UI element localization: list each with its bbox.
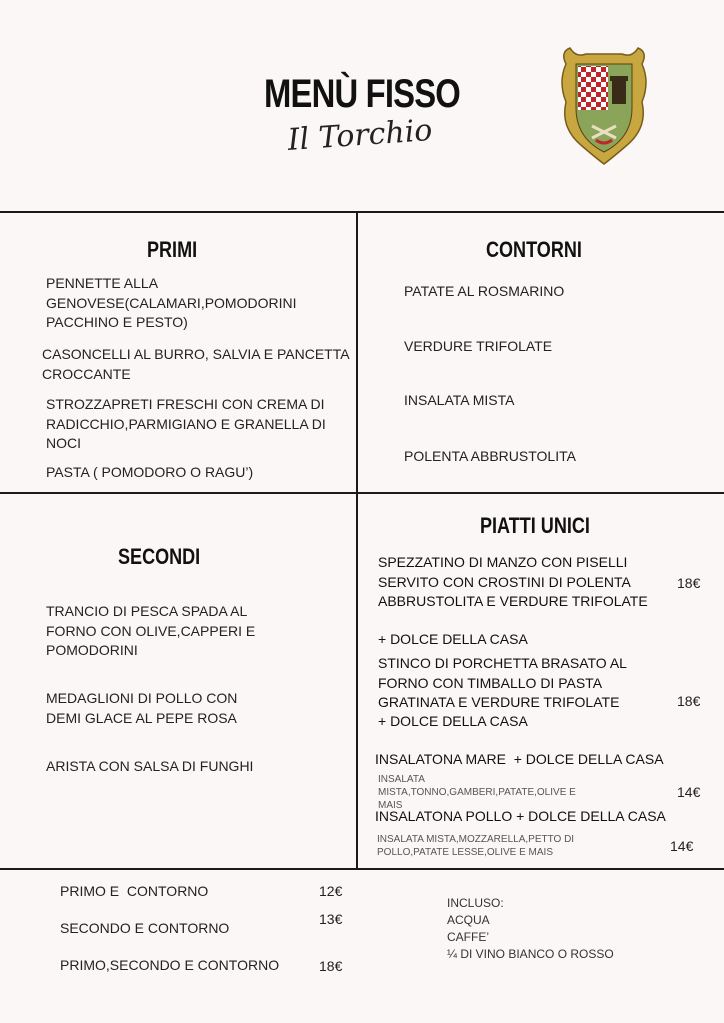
restaurant-name: Il Torchio (286, 112, 434, 159)
secondi-heading: SECONDI (118, 544, 201, 569)
piatto-unico-price: 14€ (670, 838, 694, 854)
piatto-unico-extra: + DOLCE DELLA CASA (378, 713, 528, 729)
contorni-item: POLENTA ABBRUSTOLITA (404, 448, 576, 464)
contorni-heading: CONTORNI (486, 237, 582, 262)
piatto-unico-detail: INSALATA MISTA,TONNO,GAMBERI,PATATE,OLIVE E MAIS (378, 774, 576, 811)
combo-label: PRIMO,SECONDO E CONTORNO (60, 957, 280, 973)
primi-heading: PRIMI (147, 237, 198, 262)
included-item: ¼ DI VINO BIANCO O ROSSO (447, 947, 614, 961)
included-item: CAFFE’ (447, 930, 489, 944)
contorni-item: VERDURE TRIFOLATE (404, 338, 553, 354)
primi-item: PENNETTE ALLA GENOVESE(CALAMARI,POMODORINI PACCHINO E PESTO) (46, 275, 297, 330)
secondi-item: TRANCIO DI PESCA SPADA AL FORNO CON OLIVE,CAPPERI E POMODORINI (46, 603, 256, 658)
crest-logo (556, 42, 652, 166)
divider-top (0, 211, 724, 213)
piatti-unici-heading: PIATTI UNICI (480, 513, 590, 538)
divider-bottom (0, 868, 724, 870)
contorni-item: INSALATA MISTA (404, 392, 515, 408)
included-heading: INCLUSO: (447, 896, 504, 910)
piatto-unico-extra: + DOLCE DELLA CASA (378, 631, 528, 647)
piatto-unico-name: SPEZZATINO DI MANZO CON PISELLI SERVITO CON CROSTINI DI POLENTA ABBRUSTOLITA E VERDURE TRIFOLATE (378, 554, 648, 609)
primi-item: PASTA ( POMODORO O RAGU’) (46, 464, 254, 480)
combo-label: PRIMO E CONTORNO (60, 883, 209, 899)
piatto-unico-name: INSALATONA POLLO + DOLCE DELLA CASA (375, 808, 666, 824)
included-block (447, 895, 614, 963)
piatto-unico-price: 14€ (677, 784, 701, 800)
piatto-unico-price: 18€ (677, 575, 701, 591)
combo-price: 12€ (319, 883, 343, 899)
piatto-unico-price: 18€ (677, 693, 701, 709)
secondi-item: MEDAGLIONI DI POLLO CON DEMI GLACE AL PEPE ROSA (46, 690, 238, 726)
piatto-unico-name: STINCO DI PORCHETTA BRASATO AL FORNO CON TIMBALLO DI PASTA GRATINATA E VERDURE TRIFOLATE (378, 655, 627, 710)
divider-vertical (356, 211, 358, 870)
piatto-unico-name: INSALATONA MARE + DOLCE DELLA CASA (375, 751, 664, 767)
primi-item: STROZZAPRETI FRESCHI CON CREMA DI RADICCHIO,PARMIGIANO E GRANELLA DI NOCI (46, 396, 326, 451)
secondi-item: ARISTA CON SALSA DI FUNGHI (46, 758, 254, 774)
included-item: ACQUA (447, 913, 490, 927)
combo-price: 13€ (319, 911, 343, 927)
piatto-unico-detail: INSALATA MISTA,MOZZARELLA,PETTO DI POLLO,PATATE LESSE,OLIVE E MAIS (377, 834, 575, 858)
combo-label: SECONDO E CONTORNO (60, 920, 230, 936)
combo-price: 18€ (319, 958, 343, 974)
menu-title: MENÙ FISSO (264, 72, 460, 116)
primi-item: CASONCELLI AL BURRO, SALVIA E PANCETTA CROCCANTE (42, 346, 349, 382)
divider-middle (0, 492, 724, 494)
contorni-item: PATATE AL ROSMARINO (404, 283, 565, 299)
